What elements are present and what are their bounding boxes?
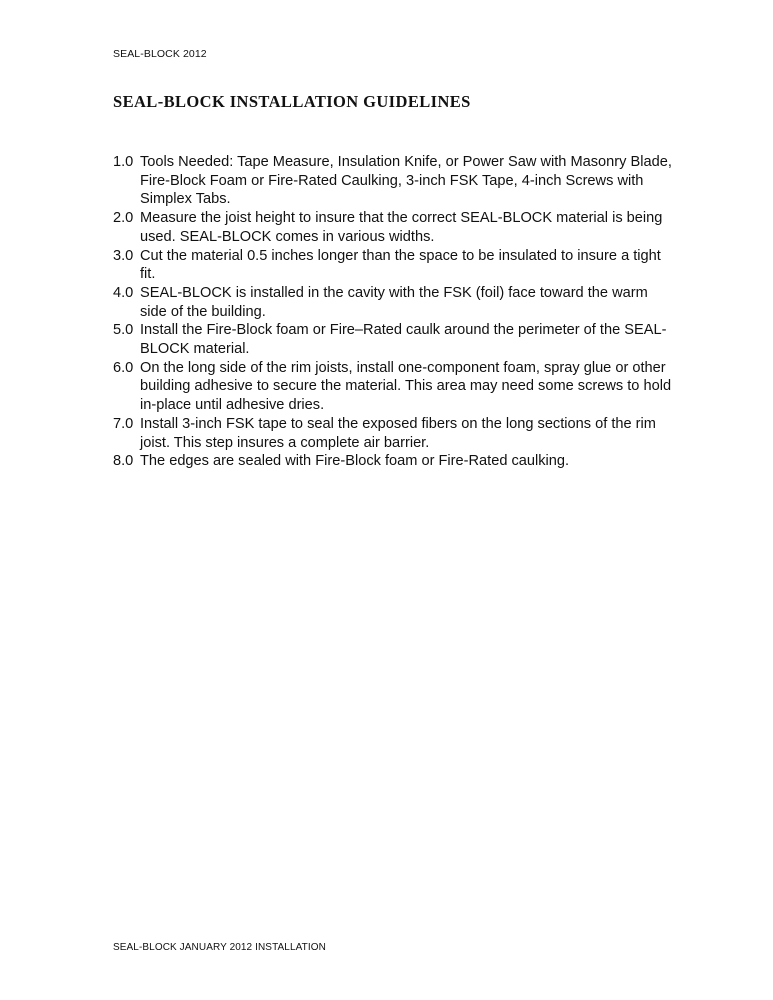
step-text: Cut the material 0.5 inches longer than the space to be insulated to insure a tight fit. (140, 247, 661, 283)
step-number: 2.0 (113, 210, 134, 227)
page-header: SEAL-BLOCK 2012 (113, 48, 207, 60)
step-text: Measure the joist height to insure that the correct SEAL-BLOCK material is being used. SEAL-BLOCK comes in various widths. (140, 210, 663, 245)
document-title: SEAL-BLOCK INSTALLATION GUIDELINES (113, 92, 471, 111)
installation-step (113, 321, 673, 358)
step-number: 8.0 (113, 453, 134, 470)
step-number: 1.0 (113, 154, 134, 170)
installation-step (113, 247, 673, 284)
installation-steps-list (113, 153, 673, 471)
step-text: Tools Needed: Tape Measure, Insulation Knife, or Power Saw with Masonry Blade, Fire-Block Foam or Fire-Rated Caulking, 3-inch FSK Tape, 4-inch Screws with Simplex Tabs. (140, 154, 672, 208)
installation-step (113, 359, 673, 415)
step-text: Install the Fire-Block foam or Fire–Rated caulk around the perimeter of the SEAL-BLOCK material. (140, 322, 667, 358)
installation-step (113, 452, 673, 471)
step-text: On the long side of the rim joists, install one-component foam, spray glue or other building adhesive to secure the material. This area may need some screws to hold in-place until adhesive dries. (140, 359, 672, 414)
step-number: 4.0 (113, 284, 134, 301)
installation-step (113, 284, 673, 321)
step-number: 3.0 (113, 247, 134, 264)
step-number: 6.0 (113, 359, 134, 376)
page-footer: SEAL-BLOCK JANUARY 2012 INSTALLATION (113, 942, 326, 953)
installation-step (113, 153, 673, 209)
step-number: 7.0 (113, 415, 134, 432)
installation-step (113, 415, 673, 452)
installation-step (113, 209, 673, 246)
step-text: SEAL-BLOCK is installed in the cavity with the FSK (foil) face toward the warm side of the building. (140, 284, 648, 320)
step-text: Install 3-inch FSK tape to seal the exposed fibers on the long sections of the rim joist. This step insures a complete air barrier. (140, 415, 656, 451)
step-number: 5.0 (113, 322, 134, 339)
step-text: The edges are sealed with Fire-Block foam or Fire-Rated caulking. (140, 453, 570, 470)
